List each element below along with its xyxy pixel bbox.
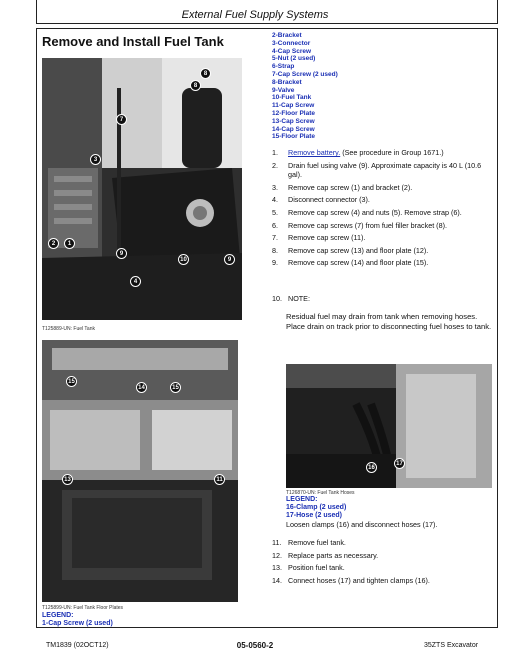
callout-4: 4 <box>130 276 141 287</box>
callout-15: 15 <box>170 382 181 393</box>
callout-11: 11 <box>214 474 225 485</box>
note-text: Residual fuel may drain from tank when removing hoses. Place drain on track prior to disconnecting fuel hoses to tank. <box>286 312 492 331</box>
legend-item: 3-Connector <box>272 39 311 47</box>
step <box>272 148 494 158</box>
step-text: Position fuel tank. <box>288 563 345 573</box>
legend-item: 17-Hose (2 used) <box>286 512 343 519</box>
fuel-hoses-photo <box>286 364 492 488</box>
step <box>272 576 494 586</box>
fuel-hoses-caption: T126870-UN: Fuel Tank Hoses <box>286 490 355 496</box>
step <box>272 563 494 573</box>
legend-item: 10-Fuel Tank <box>272 94 312 102</box>
legend-item: 14-Cap Screw <box>272 125 315 133</box>
fuel-tank-caption: T125889-UN: Fuel Tank <box>42 326 95 332</box>
step-number: 9. <box>272 258 278 268</box>
steps-list <box>272 148 494 271</box>
step-number: 7. <box>272 233 278 243</box>
callout-3: 3 <box>90 154 101 165</box>
step <box>272 208 494 218</box>
note-number: 10. <box>272 294 282 303</box>
callout-5: 7 <box>116 114 127 125</box>
step-number: 8. <box>272 245 278 255</box>
step <box>272 183 494 193</box>
callout-7: 8 <box>200 68 211 79</box>
step-text: Disconnect connector (3). <box>288 195 370 205</box>
floor-plates-photo <box>42 340 238 602</box>
step-number: 2. <box>272 160 278 170</box>
legend-item: 8-Bracket <box>272 78 302 86</box>
step-text: Remove fuel tank. <box>288 538 346 547</box>
step <box>272 161 494 180</box>
step <box>272 221 494 231</box>
legend-item: 7-Cap Screw (2 used) <box>272 70 338 78</box>
step-text: Remove cap screws (7) from fuel filler bracket (8). <box>288 220 447 230</box>
legend-hoses <box>286 496 346 520</box>
legend-item: 11-Cap Screw <box>272 102 315 110</box>
step-number: 5. <box>272 207 278 217</box>
callout-15: 15 <box>66 376 77 387</box>
callout-17: 17 <box>394 458 405 469</box>
legend-heading: LEGEND: <box>42 612 74 619</box>
remove-battery-link[interactable]: Remove battery. <box>288 148 341 157</box>
callout-8: 8 <box>190 80 201 91</box>
header-title: External Fuel Supply Systems <box>181 9 329 21</box>
legend-item: 16-Clamp (2 used) <box>286 504 347 511</box>
legend-item: 5-Nut (2 used) <box>272 55 316 63</box>
legend-item: 15-Floor Plate <box>272 133 315 141</box>
section-title: Remove and Install Fuel Tank <box>42 34 224 49</box>
step-text: Remove cap screw (4) and nuts (5). Remove strap (6). <box>288 207 462 217</box>
legend-top <box>272 32 338 141</box>
step-number: 6. <box>272 220 278 230</box>
legend-item: 9-Valve <box>272 86 295 94</box>
legend-item: 12-Floor Plate <box>272 109 315 117</box>
footer-model: 35ZTS Excavator <box>424 642 479 649</box>
note-label: NOTE: <box>288 294 310 303</box>
callout-10: 10 <box>178 254 189 265</box>
step-text: (See procedure in Group 1671.) <box>340 148 444 157</box>
step <box>272 233 494 243</box>
step <box>272 246 494 256</box>
step-number: 13. <box>272 563 282 573</box>
step-text: Remove cap screw (1) and bracket (2). <box>288 182 413 192</box>
step-number: 12. <box>272 550 282 560</box>
step-text: Connect hoses (17) and tighten clamps (16). <box>288 575 430 585</box>
fuel-tank-photo <box>42 58 242 320</box>
step <box>272 195 494 205</box>
step-text: Remove cap screw (11). <box>288 233 366 243</box>
callout-9: 9 <box>224 254 235 265</box>
legend-heading: LEGEND: <box>286 496 318 503</box>
legend-floor <box>42 612 113 628</box>
legend-item: 13-Cap Screw <box>272 117 315 125</box>
step-number: 3. <box>272 182 278 192</box>
floor-plates-caption: T125899-UN: Fuel Tank Floor Plates <box>42 605 124 611</box>
callout-8: 9 <box>116 248 127 259</box>
footer-manual-id: TM1839 (02OCT12) <box>46 642 109 649</box>
legend-item: 1-Cap Screw (2 used) <box>42 620 113 627</box>
step-number: 1. <box>272 148 278 157</box>
step-text: Replace parts as necessary. <box>288 550 379 560</box>
steps-list-2 <box>272 538 494 588</box>
step <box>272 551 494 561</box>
footer-page-number: 05-0560-2 <box>236 641 274 650</box>
step <box>272 258 494 268</box>
legend-item: 2-Bracket <box>272 32 302 39</box>
callout-2: 2 <box>48 238 59 249</box>
legend-item: 4-Cap Screw <box>272 47 312 55</box>
callout-16: 16 <box>366 462 377 473</box>
sub-instruction: Loosen clamps (16) and disconnect hoses (17). <box>286 520 438 529</box>
step-number: 4. <box>272 195 278 205</box>
callout-13: 13 <box>62 474 73 485</box>
step-number: 14. <box>272 575 282 585</box>
step-text: Drain fuel using valve (9). Approximate capacity is 40 L (10.6 gal). <box>288 160 482 180</box>
callout-1: 1 <box>64 238 75 249</box>
step-text: Remove cap screw (13) and floor plate (12). <box>288 245 429 255</box>
step-number: 11. <box>272 538 282 547</box>
callout-14: 14 <box>136 382 147 393</box>
legend-item: 6-Strap <box>272 63 295 71</box>
step-text: Remove cap screw (14) and floor plate (15). <box>288 258 429 268</box>
step <box>272 538 494 548</box>
